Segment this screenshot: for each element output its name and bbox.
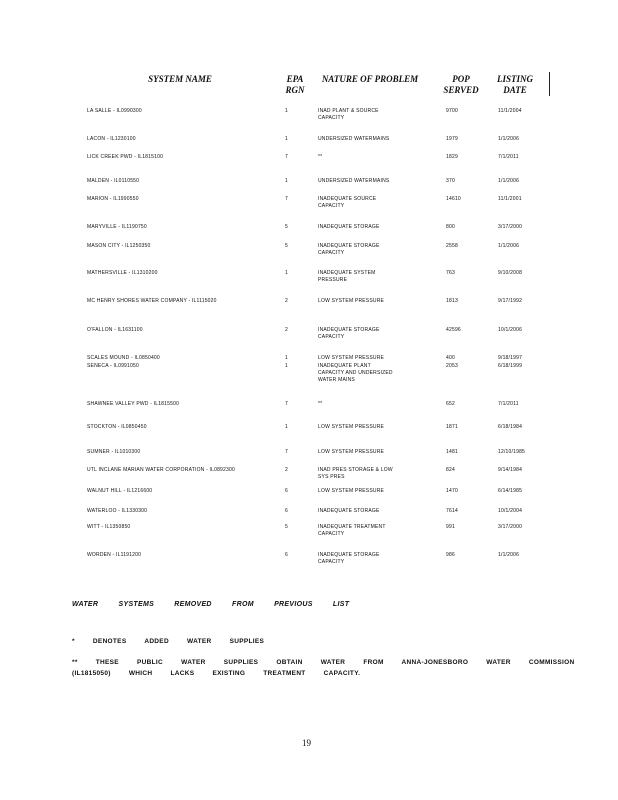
listing-date-cell: 3/17/2000 xyxy=(498,224,523,230)
listing-date-cell: 9/17/1992 xyxy=(498,298,523,304)
nature-line: CAPACITY xyxy=(318,531,345,537)
population-served-cell: 991 xyxy=(446,524,455,530)
population-served-cell: 42596 xyxy=(446,327,461,333)
nature-of-problem-cell xyxy=(318,108,433,122)
system-name-cell: WORDEN - IL1191200 xyxy=(87,552,142,558)
nature-of-problem-cell xyxy=(318,355,433,362)
epa-region-cell: 2 xyxy=(285,298,288,304)
system-name-cell: SENECA - IL0991050 xyxy=(87,363,139,369)
nature-line: LOW SYSTEM PRESSURE xyxy=(318,488,385,494)
listing-date-cell: 10/1/2004 xyxy=(498,508,523,514)
listing-date-cell: 10/1/2006 xyxy=(498,327,523,333)
col-header-nature-of-problem: NATURE OF PROBLEM xyxy=(321,74,419,84)
population-served-cell: 1829 xyxy=(446,154,458,160)
nature-line: UNDERSIZED WATERMAINS xyxy=(318,178,390,184)
nature-line: INADEQUATE STORAGE xyxy=(318,552,380,558)
nature-of-problem-cell xyxy=(318,298,433,305)
nature-line: PRESSURE xyxy=(318,277,348,283)
nature-of-problem-cell xyxy=(318,401,433,408)
nature-line: INADEQUATE STORAGE xyxy=(318,508,380,514)
epa-region-cell: 6 xyxy=(285,508,288,514)
nature-line: INADEQUATE STORAGE xyxy=(318,224,380,230)
epa-region-cell: 1 xyxy=(285,355,288,361)
listing-date-cell: 1/1/2006 xyxy=(498,178,520,184)
epa-region-cell: 2 xyxy=(285,327,288,333)
population-served-cell: 7614 xyxy=(446,508,458,514)
population-served-cell: 652 xyxy=(446,401,455,407)
col-header-listing-date: LISTING DATE xyxy=(496,74,533,95)
listing-date-cell: 1/1/2006 xyxy=(498,552,520,558)
system-name-cell: LACON - IL1230100 xyxy=(87,136,136,142)
epa-region-cell: 5 xyxy=(285,243,288,249)
listing-date-cell: 11/1/2004 xyxy=(498,108,522,114)
population-served-cell: 1813 xyxy=(446,298,458,304)
population-served-cell: 2053 xyxy=(446,363,458,369)
nature-line: LOW SYSTEM PRESSURE xyxy=(318,449,385,455)
system-name-cell: STOCKTON - IL0850450 xyxy=(87,424,147,430)
nature-of-problem-cell xyxy=(318,424,433,431)
epa-region-cell: 7 xyxy=(285,401,288,407)
header-divider xyxy=(549,72,550,96)
listing-date-cell: 9/14/1984 xyxy=(498,467,523,473)
listing-date-cell: 6/14/1985 xyxy=(498,488,523,494)
nature-line: CAPACITY xyxy=(318,334,345,340)
population-served-cell: 14610 xyxy=(446,196,461,202)
epa-region-cell: 6 xyxy=(285,552,288,558)
listing-date-cell: 9/10/2008 xyxy=(498,270,523,276)
system-name-cell: MARION - IL1990550 xyxy=(87,196,139,202)
nature-line: INADEQUATE PLANT xyxy=(318,363,371,369)
system-name-cell: SHAWNEE VALLEY PWD - IL1815500 xyxy=(87,401,180,407)
note-anna-jonesboro-2: (IL1815050) WHICH LACKS EXISTING TREATMENT CAPACITY. xyxy=(72,670,361,677)
nature-of-problem-cell xyxy=(318,136,433,143)
nature-of-problem-cell xyxy=(318,449,433,456)
nature-line: CAPACITY AND UNDERSIZED xyxy=(318,370,393,376)
nature-of-problem-cell xyxy=(318,196,433,210)
epa-region-cell: 1 xyxy=(285,363,288,369)
listing-date-cell: 12/10/1985 xyxy=(498,449,526,455)
population-served-cell: 9700 xyxy=(446,108,458,114)
nature-line: INADEQUATE SYSTEM xyxy=(318,270,376,276)
nature-line: WATER MAINS xyxy=(318,377,355,383)
epa-region-cell: 7 xyxy=(285,196,288,202)
nature-line: ** xyxy=(318,154,323,160)
epa-region-cell: 2 xyxy=(285,467,288,473)
system-name-cell: WATERLOO - IL1330300 xyxy=(87,508,148,514)
nature-of-problem-cell xyxy=(318,488,433,495)
nature-of-problem-cell xyxy=(318,363,433,384)
nature-line: SYS PRES xyxy=(318,474,345,480)
listing-date-cell: 6/18/1999 xyxy=(498,363,523,369)
nature-line: INADEQUATE SOURCE xyxy=(318,196,377,202)
nature-line: LOW SYSTEM PRESSURE xyxy=(318,424,385,430)
epa-region-cell: 1 xyxy=(285,136,288,142)
listing-date-cell: 7/1/2011 xyxy=(498,401,519,407)
system-name-cell: MASON CITY - IL1250350 xyxy=(87,243,151,249)
system-name-cell: UTL INCLANE MARIAN WATER CORPORATION - IL0892300 xyxy=(87,467,235,473)
system-name-cell: WITT - IL1350850 xyxy=(87,524,131,530)
epa-region-cell: 1 xyxy=(285,270,288,276)
population-served-cell: 370 xyxy=(446,178,455,184)
nature-of-problem-cell xyxy=(318,243,433,257)
epa-region-cell: 6 xyxy=(285,488,288,494)
nature-line: INADEQUATE STORAGE xyxy=(318,243,380,249)
epa-region-cell: 7 xyxy=(285,449,288,455)
nature-line: INAD PRES STORAGE & LOW xyxy=(318,467,393,473)
nature-line: LOW SYSTEM PRESSURE xyxy=(318,355,385,361)
nature-line: INADEQUATE STORAGE xyxy=(318,327,380,333)
nature-line: CAPACITY xyxy=(318,115,345,121)
nature-line: INAD PLANT & SOURCE xyxy=(318,108,379,114)
population-served-cell: 400 xyxy=(446,355,455,361)
population-served-cell: 2558 xyxy=(446,243,458,249)
population-served-cell: 1979 xyxy=(446,136,458,142)
nature-line: INADEQUATE TREATMENT xyxy=(318,524,386,530)
listing-date-cell: 6/18/1984 xyxy=(498,424,523,430)
system-name-cell: MARYVILLE - IL1190750 xyxy=(87,224,147,230)
nature-line: CAPACITY xyxy=(318,250,345,256)
epa-region-cell: 1 xyxy=(285,178,288,184)
system-name-cell: SCALES MOUND - IL0850400 xyxy=(87,355,160,361)
listing-date-cell: 11/1/2001 xyxy=(498,196,522,202)
listing-date-cell: 9/18/1997 xyxy=(498,355,523,361)
nature-of-problem-cell xyxy=(318,224,433,231)
epa-region-cell: 5 xyxy=(285,224,288,230)
nature-of-problem-cell xyxy=(318,552,433,566)
listing-date-cell: 7/1/2011 xyxy=(498,154,519,160)
nature-line: UNDERSIZED WATERMAINS xyxy=(318,136,390,142)
system-name-cell: WALNUT HILL - IL1216600 xyxy=(87,488,153,494)
system-name-cell: MATHERSVILLE - IL1310200 xyxy=(87,270,158,276)
system-name-cell: LICK CREEK PWD - IL1815100 xyxy=(87,154,164,160)
nature-of-problem-cell xyxy=(318,524,433,538)
col-header-epa-rgn: EPA RGN xyxy=(285,74,305,95)
system-name-cell: MC HENRY SHORES WATER COMPANY - IL1115020 xyxy=(87,298,217,304)
nature-of-problem-cell xyxy=(318,467,433,481)
population-served-cell: 763 xyxy=(446,270,455,276)
nature-of-problem-cell xyxy=(318,327,433,341)
population-served-cell: 1481 xyxy=(446,449,458,455)
nature-of-problem-cell xyxy=(318,270,433,284)
population-served-cell: 1470 xyxy=(446,488,458,494)
system-name-cell: O'FALLON - IL1631100 xyxy=(87,327,143,333)
col-header-system-name: SYSTEM NAME xyxy=(148,74,212,84)
nature-of-problem-cell xyxy=(318,508,433,515)
population-served-cell: 824 xyxy=(446,467,455,473)
nature-of-problem-cell xyxy=(318,154,433,161)
population-served-cell: 986 xyxy=(446,552,455,558)
epa-region-cell: 1 xyxy=(285,108,288,114)
note-added-supplies: * DENOTES ADDED WATER SUPPLIES xyxy=(72,638,265,645)
nature-line: LOW SYSTEM PRESSURE xyxy=(318,298,385,304)
population-served-cell: 1871 xyxy=(446,424,458,430)
nature-line: ** xyxy=(318,401,323,407)
section-removed-heading: WATER SYSTEMS REMOVED FROM PREVIOUS LIST xyxy=(72,601,350,608)
nature-line: CAPACITY xyxy=(318,559,345,565)
system-name-cell: SUMNER - IL1010300 xyxy=(87,449,141,455)
epa-region-cell: 5 xyxy=(285,524,288,530)
epa-region-cell: 7 xyxy=(285,154,288,160)
nature-of-problem-cell xyxy=(318,178,433,185)
listing-date-cell: 3/17/2000 xyxy=(498,524,523,530)
population-served-cell: 800 xyxy=(446,224,455,230)
listing-date-cell: 1/1/2006 xyxy=(498,136,520,142)
col-header-pop-served: POP SERVED xyxy=(443,74,479,95)
system-name-cell: LA SALLE - IL0990300 xyxy=(87,108,142,114)
system-name-cell: MALDEN - IL0110550 xyxy=(87,178,140,184)
note-anna-jonesboro-1: ** THESE PUBLIC WATER SUPPLIES OBTAIN WATER FROM ANNA-JONESBORO WATER COMMISSION xyxy=(72,659,575,666)
epa-region-cell: 1 xyxy=(285,424,288,430)
listing-date-cell: 1/1/2006 xyxy=(498,243,520,249)
nature-line: CAPACITY xyxy=(318,203,345,209)
page-number: 19 xyxy=(302,738,311,748)
